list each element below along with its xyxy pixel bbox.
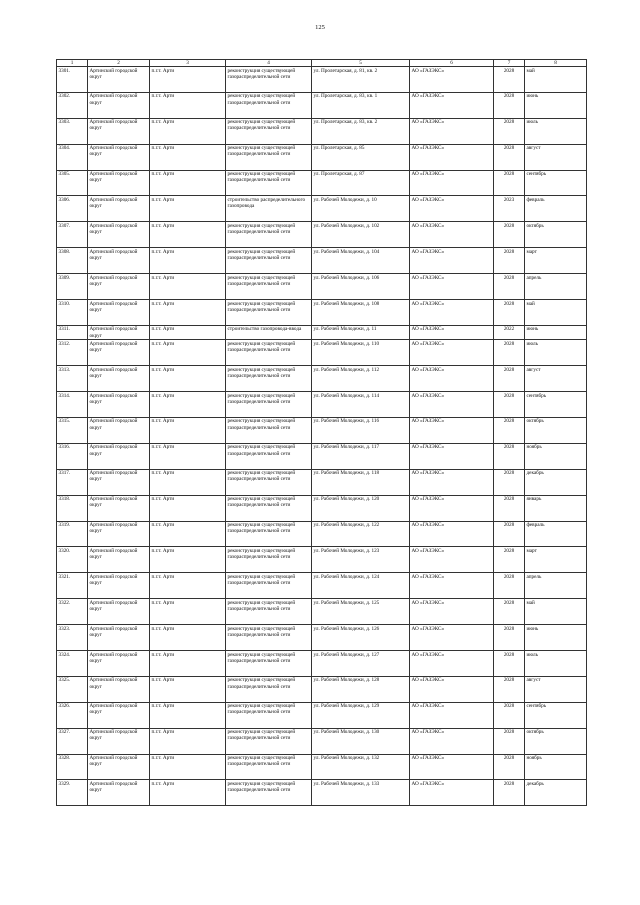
column-header: 4 xyxy=(226,60,312,67)
district-cell: Артинский городской округ xyxy=(88,573,150,599)
organization-cell: АО «ГАЗЭКС» xyxy=(410,469,494,495)
year-cell: 2028 xyxy=(494,144,525,170)
year-cell: 2028 xyxy=(494,728,525,754)
organization-cell: АО «ГАЗЭКС» xyxy=(410,651,494,677)
locality-cell: п.г.т. Арти xyxy=(150,222,226,248)
address-cell: ул. Пролетарская, д. 83, кв. 2 xyxy=(312,118,410,144)
row-number-cell: 3302. xyxy=(57,92,88,118)
month-cell: сентябрь xyxy=(525,702,587,728)
address-cell: ул. Пролетарская, д. 83, кв. 1 xyxy=(312,92,410,118)
row-number-cell: 3326. xyxy=(57,702,88,728)
work-type-cell: реконструкция существующей газораспределительной сети xyxy=(226,274,312,300)
table-row xyxy=(57,676,587,702)
work-type-cell: реконструкция существующей газораспределительной сети xyxy=(226,92,312,118)
table-row xyxy=(57,222,587,248)
year-cell: 2028 xyxy=(494,222,525,248)
organization-cell: АО «ГАЗЭКС» xyxy=(410,521,494,547)
address-cell: ул. Рабочей Молодежи, д. 104 xyxy=(312,248,410,274)
district-cell: Артинский городской округ xyxy=(88,676,150,702)
work-type-cell: реконструкция существующей газораспределительной сети xyxy=(226,676,312,702)
column-header: 5 xyxy=(312,60,410,67)
district-cell: Артинский городской округ xyxy=(88,274,150,300)
work-type-cell: реконструкция существующей газораспределительной сети xyxy=(226,300,312,326)
address-cell: ул. Рабочей Молодежи, д. 124 xyxy=(312,573,410,599)
address-cell: ул. Рабочей Молодежи, д. 122 xyxy=(312,521,410,547)
row-number-cell: 3312. xyxy=(57,340,88,366)
row-number-cell: 3328. xyxy=(57,754,88,780)
row-number-cell: 3313. xyxy=(57,366,88,392)
month-cell: февраль xyxy=(525,521,587,547)
locality-cell: п.г.т. Арти xyxy=(150,274,226,300)
district-cell: Артинский городской округ xyxy=(88,366,150,392)
table-row xyxy=(57,547,587,573)
row-number-cell: 3305. xyxy=(57,170,88,196)
month-cell: сентябрь xyxy=(525,170,587,196)
address-cell: ул. Рабочей Молодежи, д. 130 xyxy=(312,728,410,754)
month-cell: ноябрь xyxy=(525,754,587,780)
year-cell: 2028 xyxy=(494,573,525,599)
district-cell: Артинский городской округ xyxy=(88,599,150,625)
work-type-cell: реконструкция существующей газораспределительной сети xyxy=(226,67,312,93)
work-type-cell: реконструкция существующей газораспределительной сети xyxy=(226,573,312,599)
row-number-cell: 3303. xyxy=(57,118,88,144)
organization-cell: АО «ГАЗЭКС» xyxy=(410,573,494,599)
address-cell: ул. Рабочей Молодежи, д. 102 xyxy=(312,222,410,248)
address-cell: ул. Рабочей Молодежи, д. 114 xyxy=(312,392,410,418)
year-cell: 2028 xyxy=(494,274,525,300)
district-cell: Артинский городской округ xyxy=(88,340,150,366)
organization-cell: АО «ГАЗЭКС» xyxy=(410,144,494,170)
year-cell: 2028 xyxy=(494,495,525,521)
month-cell: апрель xyxy=(525,274,587,300)
district-cell: Артинский городской округ xyxy=(88,417,150,443)
address-cell: ул. Рабочей Молодежи, д. 116 xyxy=(312,417,410,443)
address-cell: ул. Рабочей Молодежи, д. 133 xyxy=(312,780,410,806)
district-cell: Артинский городской округ xyxy=(88,92,150,118)
header-row xyxy=(57,60,587,67)
month-cell: май xyxy=(525,67,587,93)
table-row xyxy=(57,366,587,392)
work-type-cell: реконструкция существующей газораспределительной сети xyxy=(226,780,312,806)
organization-cell: АО «ГАЗЭКС» xyxy=(410,325,494,339)
locality-cell: п.г.т. Арти xyxy=(150,625,226,651)
district-cell: Артинский городской округ xyxy=(88,222,150,248)
organization-cell: АО «ГАЗЭКС» xyxy=(410,196,494,222)
year-cell: 2028 xyxy=(494,676,525,702)
year-cell: 2028 xyxy=(494,67,525,93)
work-type-cell: реконструкция существующей газораспределительной сети xyxy=(226,495,312,521)
month-cell: март xyxy=(525,248,587,274)
month-cell: август xyxy=(525,366,587,392)
district-cell: Артинский городской округ xyxy=(88,728,150,754)
locality-cell: п.г.т. Арти xyxy=(150,676,226,702)
locality-cell: п.г.т. Арти xyxy=(150,651,226,677)
row-number-cell: 3329. xyxy=(57,780,88,806)
table-row xyxy=(57,469,587,495)
column-header: 3 xyxy=(150,60,226,67)
district-cell: Артинский городской округ xyxy=(88,144,150,170)
work-type-cell: реконструкция существующей газораспределительной сети xyxy=(226,443,312,469)
table-row xyxy=(57,300,587,326)
address-cell: ул. Рабочей Молодежи, д. 132 xyxy=(312,754,410,780)
district-cell: Артинский городской округ xyxy=(88,300,150,326)
work-type-cell: реконструкция существующей газораспределительной сети xyxy=(226,754,312,780)
district-cell: Артинский городской округ xyxy=(88,443,150,469)
month-cell: октябрь xyxy=(525,728,587,754)
row-number-cell: 3323. xyxy=(57,625,88,651)
month-cell: июль xyxy=(525,118,587,144)
table-row xyxy=(57,754,587,780)
work-type-cell: строительство газопровода-ввода xyxy=(226,325,312,339)
table-row xyxy=(57,325,587,339)
work-type-cell: строительство распределительного газопровода xyxy=(226,196,312,222)
organization-cell: АО «ГАЗЭКС» xyxy=(410,366,494,392)
address-cell: ул. Рабочей Молодежи, д. 10 xyxy=(312,196,410,222)
table-row xyxy=(57,495,587,521)
row-number-cell: 3322. xyxy=(57,599,88,625)
table-row xyxy=(57,728,587,754)
district-cell: Артинский городской округ xyxy=(88,547,150,573)
locality-cell: п.г.т. Арти xyxy=(150,170,226,196)
locality-cell: п.г.т. Арти xyxy=(150,728,226,754)
organization-cell: АО «ГАЗЭКС» xyxy=(410,392,494,418)
district-cell: Артинский городской округ xyxy=(88,392,150,418)
schedule-table xyxy=(56,59,587,806)
row-number-cell: 3316. xyxy=(57,443,88,469)
address-cell: ул. Рабочей Молодежи, д. 120 xyxy=(312,495,410,521)
row-number-cell: 3320. xyxy=(57,547,88,573)
year-cell: 2028 xyxy=(494,170,525,196)
year-cell: 2028 xyxy=(494,92,525,118)
organization-cell: АО «ГАЗЭКС» xyxy=(410,702,494,728)
work-type-cell: реконструкция существующей газораспределительной сети xyxy=(226,170,312,196)
address-cell: ул. Рабочей Молодежи, д. 108 xyxy=(312,300,410,326)
year-cell: 2028 xyxy=(494,651,525,677)
year-cell: 2028 xyxy=(494,754,525,780)
column-header: 8 xyxy=(525,60,587,67)
table-row xyxy=(57,417,587,443)
column-header: 7 xyxy=(494,60,525,67)
row-number-cell: 3327. xyxy=(57,728,88,754)
address-cell: ул. Рабочей Молодежи, д. 127 xyxy=(312,651,410,677)
work-type-cell: реконструкция существующей газораспределительной сети xyxy=(226,118,312,144)
district-cell: Артинский городской округ xyxy=(88,754,150,780)
locality-cell: п.г.т. Арти xyxy=(150,325,226,339)
month-cell: январь xyxy=(525,495,587,521)
organization-cell: АО «ГАЗЭКС» xyxy=(410,780,494,806)
month-cell: июнь xyxy=(525,325,587,339)
table-row xyxy=(57,573,587,599)
year-cell: 2028 xyxy=(494,780,525,806)
locality-cell: п.г.т. Арти xyxy=(150,702,226,728)
month-cell: август xyxy=(525,676,587,702)
table-row xyxy=(57,274,587,300)
organization-cell: АО «ГАЗЭКС» xyxy=(410,547,494,573)
district-cell: Артинский городской округ xyxy=(88,651,150,677)
table-row xyxy=(57,67,587,93)
address-cell: ул. Рабочей Молодежи, д. 129 xyxy=(312,702,410,728)
work-type-cell: реконструкция существующей газораспределительной сети xyxy=(226,366,312,392)
year-cell: 2028 xyxy=(494,366,525,392)
year-cell: 2028 xyxy=(494,118,525,144)
address-cell: ул. Пролетарская, д. 85 xyxy=(312,144,410,170)
row-number-cell: 3309. xyxy=(57,274,88,300)
locality-cell: п.г.т. Арти xyxy=(150,144,226,170)
year-cell: 2028 xyxy=(494,547,525,573)
month-cell: март xyxy=(525,547,587,573)
address-cell: ул. Рабочей Молодежи, д. 123 xyxy=(312,547,410,573)
year-cell: 2028 xyxy=(494,702,525,728)
work-type-cell: реконструкция существующей газораспределительной сети xyxy=(226,392,312,418)
row-number-cell: 3310. xyxy=(57,300,88,326)
work-type-cell: реконструкция существующей газораспределительной сети xyxy=(226,651,312,677)
row-number-cell: 3325. xyxy=(57,676,88,702)
locality-cell: п.г.т. Арти xyxy=(150,392,226,418)
address-cell: ул. Рабочей Молодежи, д. 106 xyxy=(312,274,410,300)
organization-cell: АО «ГАЗЭКС» xyxy=(410,676,494,702)
organization-cell: АО «ГАЗЭКС» xyxy=(410,443,494,469)
organization-cell: АО «ГАЗЭКС» xyxy=(410,599,494,625)
column-header: 6 xyxy=(410,60,494,67)
row-number-cell: 3311. xyxy=(57,325,88,339)
month-cell: июнь xyxy=(525,625,587,651)
table-row xyxy=(57,780,587,806)
month-cell: февраль xyxy=(525,196,587,222)
row-number-cell: 3314. xyxy=(57,392,88,418)
page-number: 125 xyxy=(315,24,325,31)
organization-cell: АО «ГАЗЭКС» xyxy=(410,274,494,300)
organization-cell: АО «ГАЗЭКС» xyxy=(410,170,494,196)
organization-cell: АО «ГАЗЭКС» xyxy=(410,300,494,326)
year-cell: 2028 xyxy=(494,300,525,326)
address-cell: ул. Рабочей Молодежи, д. 125 xyxy=(312,599,410,625)
year-cell: 2028 xyxy=(494,469,525,495)
work-type-cell: реконструкция существующей газораспределительной сети xyxy=(226,599,312,625)
table-row xyxy=(57,170,587,196)
table-row xyxy=(57,340,587,366)
work-type-cell: реконструкция существующей газораспределительной сети xyxy=(226,625,312,651)
locality-cell: п.г.т. Арти xyxy=(150,599,226,625)
table-row xyxy=(57,196,587,222)
organization-cell: АО «ГАЗЭКС» xyxy=(410,340,494,366)
table-row xyxy=(57,651,587,677)
year-cell: 2028 xyxy=(494,625,525,651)
organization-cell: АО «ГАЗЭКС» xyxy=(410,728,494,754)
district-cell: Артинский городской округ xyxy=(88,325,150,339)
table-row xyxy=(57,443,587,469)
address-cell: ул. Рабочей Молодежи, д. 117 xyxy=(312,443,410,469)
year-cell: 2023 xyxy=(494,196,525,222)
district-cell: Артинский городской округ xyxy=(88,248,150,274)
month-cell: июнь xyxy=(525,92,587,118)
address-cell: ул. Пролетарская, д. 87 xyxy=(312,170,410,196)
organization-cell: АО «ГАЗЭКС» xyxy=(410,92,494,118)
locality-cell: п.г.т. Арти xyxy=(150,780,226,806)
work-type-cell: реконструкция существующей газораспределительной сети xyxy=(226,728,312,754)
month-cell: май xyxy=(525,300,587,326)
district-cell: Артинский городской округ xyxy=(88,495,150,521)
locality-cell: п.г.т. Арти xyxy=(150,300,226,326)
month-cell: сентябрь xyxy=(525,392,587,418)
row-number-cell: 3319. xyxy=(57,521,88,547)
address-cell: ул. Рабочей Молодежи, д. 112 xyxy=(312,366,410,392)
address-cell: ул. Пролетарская, д. 81, кв. 2 xyxy=(312,67,410,93)
year-cell: 2028 xyxy=(494,417,525,443)
month-cell: декабрь xyxy=(525,469,587,495)
district-cell: Артинский городской округ xyxy=(88,170,150,196)
row-number-cell: 3306. xyxy=(57,196,88,222)
district-cell: Артинский городской округ xyxy=(88,702,150,728)
address-cell: ул. Рабочей Молодежи, д. 126 xyxy=(312,625,410,651)
locality-cell: п.г.т. Арти xyxy=(150,521,226,547)
table-row xyxy=(57,248,587,274)
month-cell: октябрь xyxy=(525,417,587,443)
row-number-cell: 3318. xyxy=(57,495,88,521)
table-row xyxy=(57,144,587,170)
address-cell: ул. Рабочей Молодежи, д. 11 xyxy=(312,325,410,339)
organization-cell: АО «ГАЗЭКС» xyxy=(410,118,494,144)
locality-cell: п.г.т. Арти xyxy=(150,547,226,573)
year-cell: 2028 xyxy=(494,340,525,366)
year-cell: 2028 xyxy=(494,521,525,547)
table-row xyxy=(57,92,587,118)
month-cell: апрель xyxy=(525,573,587,599)
work-type-cell: реконструкция существующей газораспределительной сети xyxy=(226,702,312,728)
work-type-cell: реконструкция существующей газораспределительной сети xyxy=(226,417,312,443)
locality-cell: п.г.т. Арти xyxy=(150,443,226,469)
work-type-cell: реконструкция существующей газораспределительной сети xyxy=(226,521,312,547)
work-type-cell: реконструкция существующей газораспределительной сети xyxy=(226,222,312,248)
organization-cell: АО «ГАЗЭКС» xyxy=(410,67,494,93)
table-row xyxy=(57,118,587,144)
district-cell: Артинский городской округ xyxy=(88,118,150,144)
table-row xyxy=(57,392,587,418)
row-number-cell: 3317. xyxy=(57,469,88,495)
row-number-cell: 3304. xyxy=(57,144,88,170)
organization-cell: АО «ГАЗЭКС» xyxy=(410,625,494,651)
locality-cell: п.г.т. Арти xyxy=(150,366,226,392)
organization-cell: АО «ГАЗЭКС» xyxy=(410,754,494,780)
address-cell: ул. Рабочей Молодежи, д. 128 xyxy=(312,676,410,702)
locality-cell: п.г.т. Арти xyxy=(150,67,226,93)
row-number-cell: 3321. xyxy=(57,573,88,599)
table-row xyxy=(57,599,587,625)
row-number-cell: 3307. xyxy=(57,222,88,248)
address-cell: ул. Рабочей Молодежи, д. 110 xyxy=(312,340,410,366)
year-cell: 2022 xyxy=(494,325,525,339)
row-number-cell: 3324. xyxy=(57,651,88,677)
locality-cell: п.г.т. Арти xyxy=(150,573,226,599)
month-cell: ноябрь xyxy=(525,443,587,469)
locality-cell: п.г.т. Арти xyxy=(150,92,226,118)
locality-cell: п.г.т. Арти xyxy=(150,495,226,521)
organization-cell: АО «ГАЗЭКС» xyxy=(410,248,494,274)
row-number-cell: 3315. xyxy=(57,417,88,443)
district-cell: Артинский городской округ xyxy=(88,469,150,495)
row-number-cell: 3301. xyxy=(57,67,88,93)
locality-cell: п.г.т. Арти xyxy=(150,248,226,274)
year-cell: 2028 xyxy=(494,599,525,625)
year-cell: 2028 xyxy=(494,392,525,418)
row-number-cell: 3308. xyxy=(57,248,88,274)
month-cell: июль xyxy=(525,340,587,366)
organization-cell: АО «ГАЗЭКС» xyxy=(410,222,494,248)
work-type-cell: реконструкция существующей газораспределительной сети xyxy=(226,469,312,495)
month-cell: октябрь xyxy=(525,222,587,248)
district-cell: Артинский городской округ xyxy=(88,67,150,93)
work-type-cell: реконструкция существующей газораспределительной сети xyxy=(226,144,312,170)
locality-cell: п.г.т. Арти xyxy=(150,754,226,780)
district-cell: Артинский городской округ xyxy=(88,521,150,547)
locality-cell: п.г.т. Арти xyxy=(150,118,226,144)
organization-cell: АО «ГАЗЭКС» xyxy=(410,417,494,443)
address-cell: ул. Рабочей Молодежи, д. 118 xyxy=(312,469,410,495)
month-cell: июль xyxy=(525,651,587,677)
locality-cell: п.г.т. Арти xyxy=(150,196,226,222)
work-type-cell: реконструкция существующей газораспределительной сети xyxy=(226,248,312,274)
column-header: 2 xyxy=(88,60,150,67)
locality-cell: п.г.т. Арти xyxy=(150,340,226,366)
locality-cell: п.г.т. Арти xyxy=(150,469,226,495)
year-cell: 2028 xyxy=(494,443,525,469)
month-cell: май xyxy=(525,599,587,625)
locality-cell: п.г.т. Арти xyxy=(150,417,226,443)
work-type-cell: реконструкция существующей газораспределительной сети xyxy=(226,547,312,573)
month-cell: август xyxy=(525,144,587,170)
table-row xyxy=(57,702,587,728)
district-cell: Артинский городской округ xyxy=(88,780,150,806)
table-row xyxy=(57,521,587,547)
district-cell: Артинский городской округ xyxy=(88,196,150,222)
month-cell: декабрь xyxy=(525,780,587,806)
year-cell: 2028 xyxy=(494,248,525,274)
work-type-cell: реконструкция существующей газораспределительной сети xyxy=(226,340,312,366)
district-cell: Артинский городской округ xyxy=(88,625,150,651)
table-row xyxy=(57,625,587,651)
organization-cell: АО «ГАЗЭКС» xyxy=(410,495,494,521)
column-header: 1 xyxy=(57,60,88,67)
